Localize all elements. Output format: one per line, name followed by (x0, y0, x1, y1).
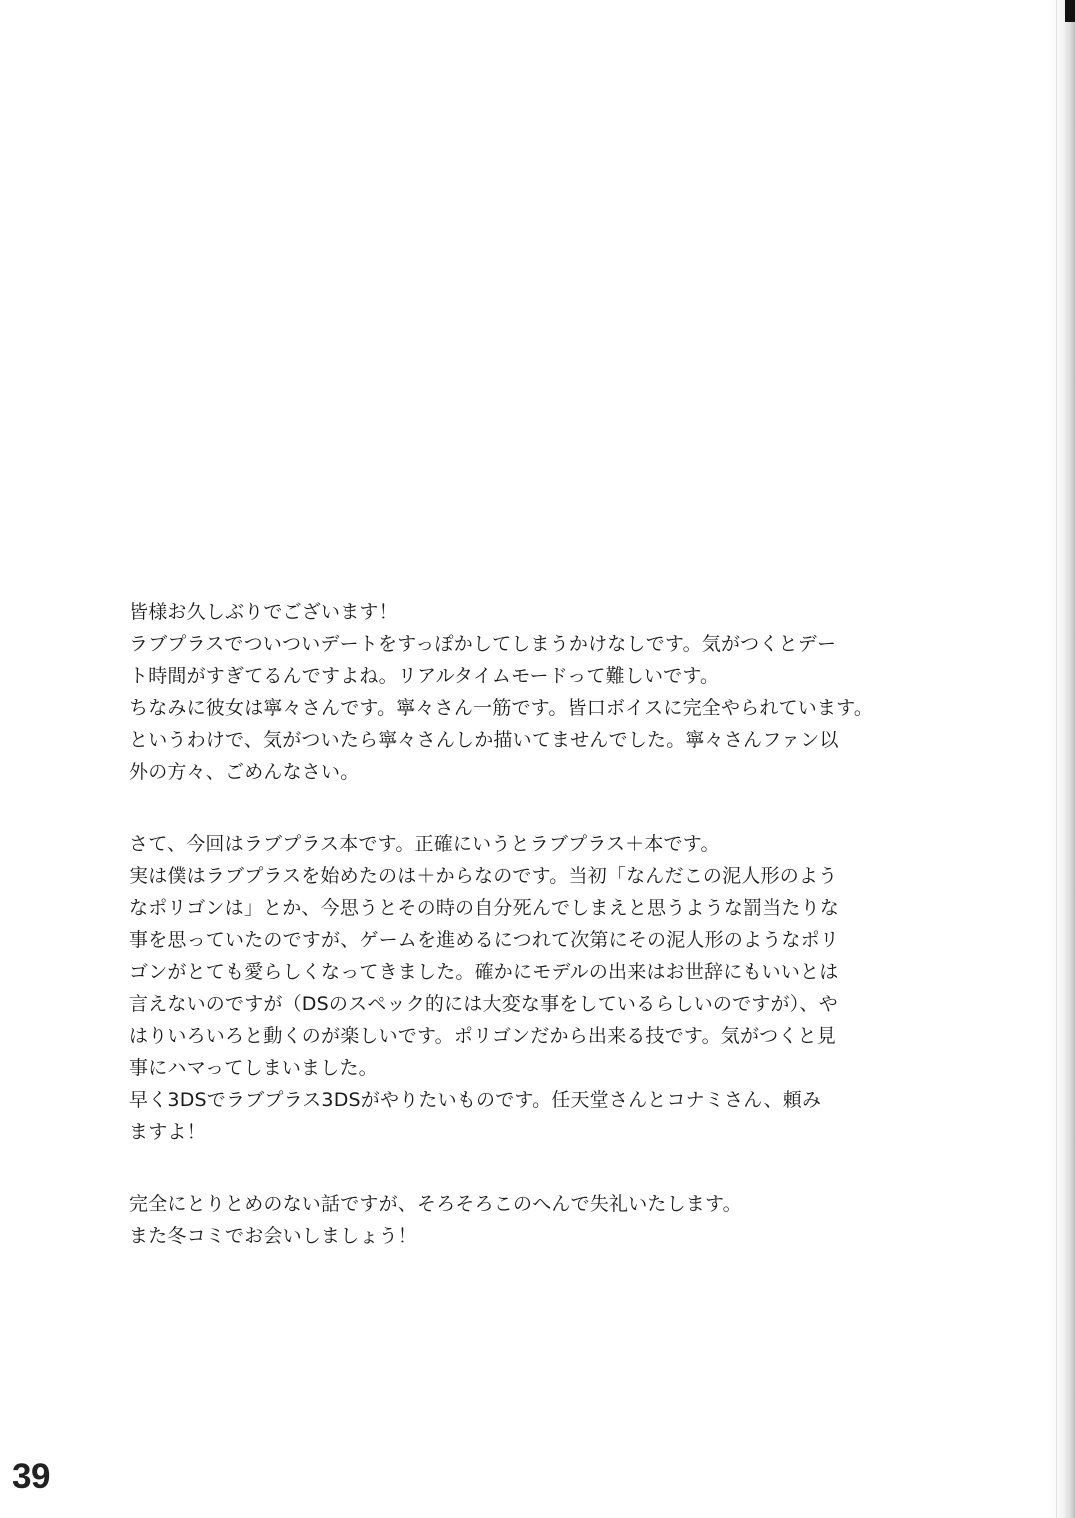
text-line: ト時間がすぎてるんですよね。リアルタイムモードって難しいです。 (129, 665, 720, 687)
text-line: 事にハマってしまいました。 (129, 1057, 378, 1079)
text-line: さて、今回はラブプラス本です。正確にいうとラブプラス＋本です。 (129, 833, 720, 855)
paragraph-gap (129, 788, 864, 828)
text-line: ラブプラスでついついデートをすっぽかしてしまうかけなしです。気がつくとデー (129, 633, 837, 655)
text-line: 外の方々、ごめんなさい。 (129, 761, 360, 783)
text-line: 早く3DSでラブプラス3DSがやりたいものです。任天堂さんとコナミさん、頼み (129, 1089, 822, 1111)
text-line: ちなみに彼女は寧々さんです。寧々さん一筋です。皆口ボイスに完全やられています。 (129, 697, 874, 719)
text-line: はりいろいろと動くのが楽しいです。ポリゴンだから出来る技です。気がつくと見 (129, 1025, 836, 1047)
text-line: というわけで、気がついたら寧々さんしか描いてませんでした。寧々さんファン以 (129, 729, 839, 751)
text-line: 皆様お久しぶりでございます！ (129, 601, 398, 623)
scan-edge-line (1056, 0, 1057, 1518)
text-line: ゴンがとても愛らしくなってきました。確かにモデルの出来はお世辞にもいいとは (129, 961, 839, 983)
text-line: 実は僕はラブプラスを始めたのは＋からなのです。当初「なんだこの泥人形のよう (129, 865, 838, 887)
paragraph-gap (129, 1148, 864, 1188)
text-line: また冬コミでお会いしましょう！ (129, 1225, 418, 1247)
text-line: 事を思っていたのですが、ゲームを進めるにつれて次第にその泥人形のようなポリ (129, 929, 840, 951)
text-line: なポリゴンは」とか、今思うとその時の自分死んでしまえと思うような罰当たりな (129, 897, 840, 919)
text-line: ますよ！ (129, 1121, 206, 1143)
afterword-text (129, 596, 874, 1252)
text-line: 完全にとりとめのない話ですが、そろそろこのへんで失礼いたします。 (129, 1193, 742, 1215)
page-number: 39 (12, 1457, 50, 1496)
text-line: 言えないのですが（DSのスペック的には大変な事をしているらしいのですが）、や (129, 993, 838, 1015)
scan-edge (1049, 0, 1075, 1518)
scan-corner-mark (1065, 0, 1075, 22)
